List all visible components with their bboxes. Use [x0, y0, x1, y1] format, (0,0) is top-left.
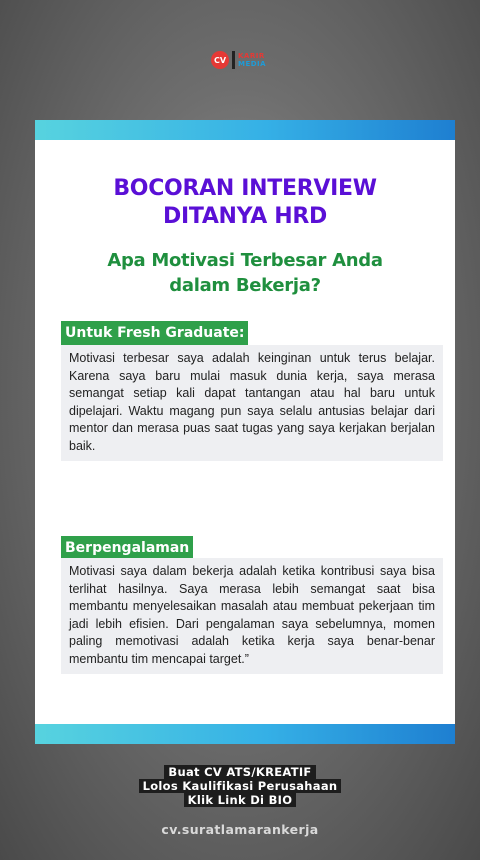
card-title: [35, 175, 455, 231]
brand-name: [238, 52, 266, 68]
card-bottom-strip: [35, 724, 455, 744]
section-label-fresh-graduate: Untuk Fresh Graduate:: [61, 321, 248, 345]
brand-line1: KARIR: [238, 52, 265, 60]
question-text: Apa Motivasi Terbesar Anda dalam Bekerja?: [107, 250, 383, 296]
cta-line-1: Buat CV ATS/KREATIF: [164, 765, 315, 779]
answer-box-fresh-graduate: Motivasi terbesar saya adalah keinginan untuk terus belajar. Karena saya baru mulai masuk dunia kerja, saya merasa semangat setiap kali dapat tantangan atau hal baru untuk dipelajari. Waktu magang pun saya selalu antusias belajar dari mentor dan merasa puas saat tugas yang saya kerjakan berjalan baik.: [61, 345, 443, 461]
cta-line-2: Lolos Kaulifikasi Perusahaan: [139, 779, 342, 793]
question-heading: [35, 248, 455, 298]
card-title-text: BOCORAN INTERVIEW DITANYA HRD: [113, 176, 377, 229]
brand-logo: [211, 51, 266, 69]
call-to-action: [0, 765, 480, 807]
logo-divider: [232, 51, 235, 69]
cta-line-3: Klik Link Di BIO: [184, 793, 297, 807]
section-label-experienced: Berpengalaman: [61, 536, 193, 560]
website-handle: cv.suratlamarankerja: [161, 822, 319, 837]
answer-box-experienced: Motivasi saya dalam bekerja adalah ketika kontribusi saya bisa terlihat hasilnya. Saya merasa lebih semangat saat bisa membantu menyelesaikan masalah atau membuat pekerjaan tim jadi lebih efisien. Dari pengalaman saya sebelumnya, momen paling memotivasi adalah ketika kerja saya benar-benar membantu tim mencapai target.”: [61, 558, 443, 674]
content-card: [35, 120, 455, 744]
cv-badge-icon: CV: [211, 51, 229, 69]
brand-line2: MEDIA: [238, 60, 267, 68]
card-top-strip: [35, 120, 455, 140]
